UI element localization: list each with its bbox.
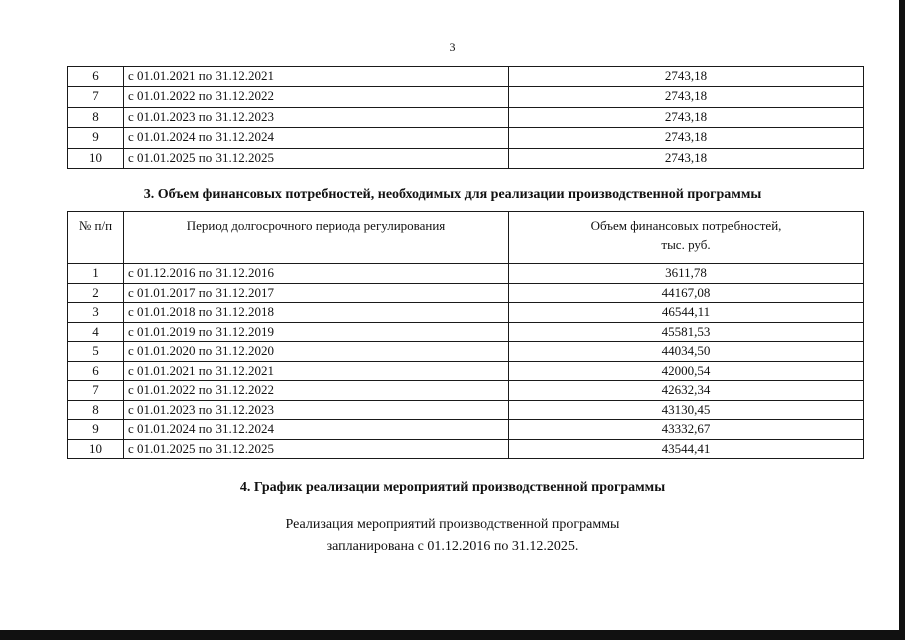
implementation-text-line-1: Реализация мероприятий производственной программы: [285, 517, 620, 532]
row-value: 2743,18: [509, 148, 864, 168]
row-period: с 01.01.2023 по 31.12.2023: [124, 107, 509, 127]
header-period: Период долгосрочного периода регулирования: [124, 212, 509, 264]
row-value: 42632,34: [509, 381, 864, 401]
row-period: с 01.01.2018 по 31.12.2018: [124, 303, 509, 323]
header-number: № п/п: [68, 212, 124, 264]
row-number: 10: [68, 148, 124, 168]
financial-needs-table: [67, 211, 864, 459]
row-value: 2743,18: [509, 107, 864, 127]
table-row: [68, 420, 864, 440]
table-row: [68, 342, 864, 362]
row-period: с 01.12.2016 по 31.12.2016: [124, 264, 509, 284]
table-row: [68, 107, 864, 127]
header-value: [509, 212, 864, 264]
row-period: с 01.01.2019 по 31.12.2019: [124, 322, 509, 342]
row-number: 9: [68, 128, 124, 148]
row-period: с 01.01.2024 по 31.12.2024: [124, 128, 509, 148]
row-number: 1: [68, 264, 124, 284]
row-number: 5: [68, 342, 124, 362]
table-row: [68, 381, 864, 401]
row-value: 43130,45: [509, 400, 864, 420]
row-value: 2743,18: [509, 67, 864, 87]
row-period: с 01.01.2025 по 31.12.2025: [124, 148, 509, 168]
row-period: с 01.01.2020 по 31.12.2020: [124, 342, 509, 362]
tariff-continuation-table: [67, 66, 864, 169]
table-row: [68, 264, 864, 284]
row-period: с 01.01.2021 по 31.12.2021: [124, 361, 509, 381]
row-value: 42000,54: [509, 361, 864, 381]
row-period: с 01.01.2025 по 31.12.2025: [124, 439, 509, 459]
row-period: с 01.01.2023 по 31.12.2023: [124, 400, 509, 420]
row-number: 6: [68, 361, 124, 381]
row-value: 43332,67: [509, 420, 864, 440]
header-value-line1: Объем финансовых потребностей,: [590, 218, 782, 233]
row-number: 7: [68, 87, 124, 107]
row-number: 4: [68, 322, 124, 342]
row-value: 46544,11: [509, 303, 864, 323]
table-row: [68, 283, 864, 303]
row-number: 9: [68, 420, 124, 440]
row-period: с 01.01.2017 по 31.12.2017: [124, 283, 509, 303]
row-value: 45581,53: [509, 322, 864, 342]
row-number: 8: [68, 107, 124, 127]
table-row: [68, 400, 864, 420]
scan-edge-bottom: [0, 630, 905, 640]
section-4-heading: 4. График реализации мероприятий производственной программы: [239, 480, 666, 495]
header-value-line2: тыс. руб.: [661, 237, 711, 252]
row-value: 2743,18: [509, 128, 864, 148]
row-period: с 01.01.2024 по 31.12.2024: [124, 420, 509, 440]
row-value: 3611,78: [509, 264, 864, 284]
row-value: 44034,50: [509, 342, 864, 362]
table-row: [68, 128, 864, 148]
table-row: [68, 322, 864, 342]
table-row: [68, 67, 864, 87]
row-number: 6: [68, 67, 124, 87]
scan-edge-right: [899, 0, 905, 640]
row-number: 8: [68, 400, 124, 420]
table-row: [68, 303, 864, 323]
row-period: с 01.01.2022 по 31.12.2022: [124, 87, 509, 107]
table-row: [68, 87, 864, 107]
page-number: 3: [449, 40, 456, 54]
row-number: 2: [68, 283, 124, 303]
row-value: 2743,18: [509, 87, 864, 107]
row-number: 3: [68, 303, 124, 323]
row-period: с 01.01.2021 по 31.12.2021: [124, 67, 509, 87]
table-row: [68, 148, 864, 168]
section-3-heading: 3. Объем финансовых потребностей, необходимых для реализации производственной программы: [143, 187, 762, 202]
implementation-text-line-2: запланирована с 01.12.2016 по 31.12.2025.: [326, 539, 579, 554]
row-number: 7: [68, 381, 124, 401]
table-row: [68, 439, 864, 459]
row-value: 43544,41: [509, 439, 864, 459]
table-header-row: [68, 212, 864, 264]
row-value: 44167,08: [509, 283, 864, 303]
row-period: с 01.01.2022 по 31.12.2022: [124, 381, 509, 401]
row-number: 10: [68, 439, 124, 459]
table-row: [68, 361, 864, 381]
